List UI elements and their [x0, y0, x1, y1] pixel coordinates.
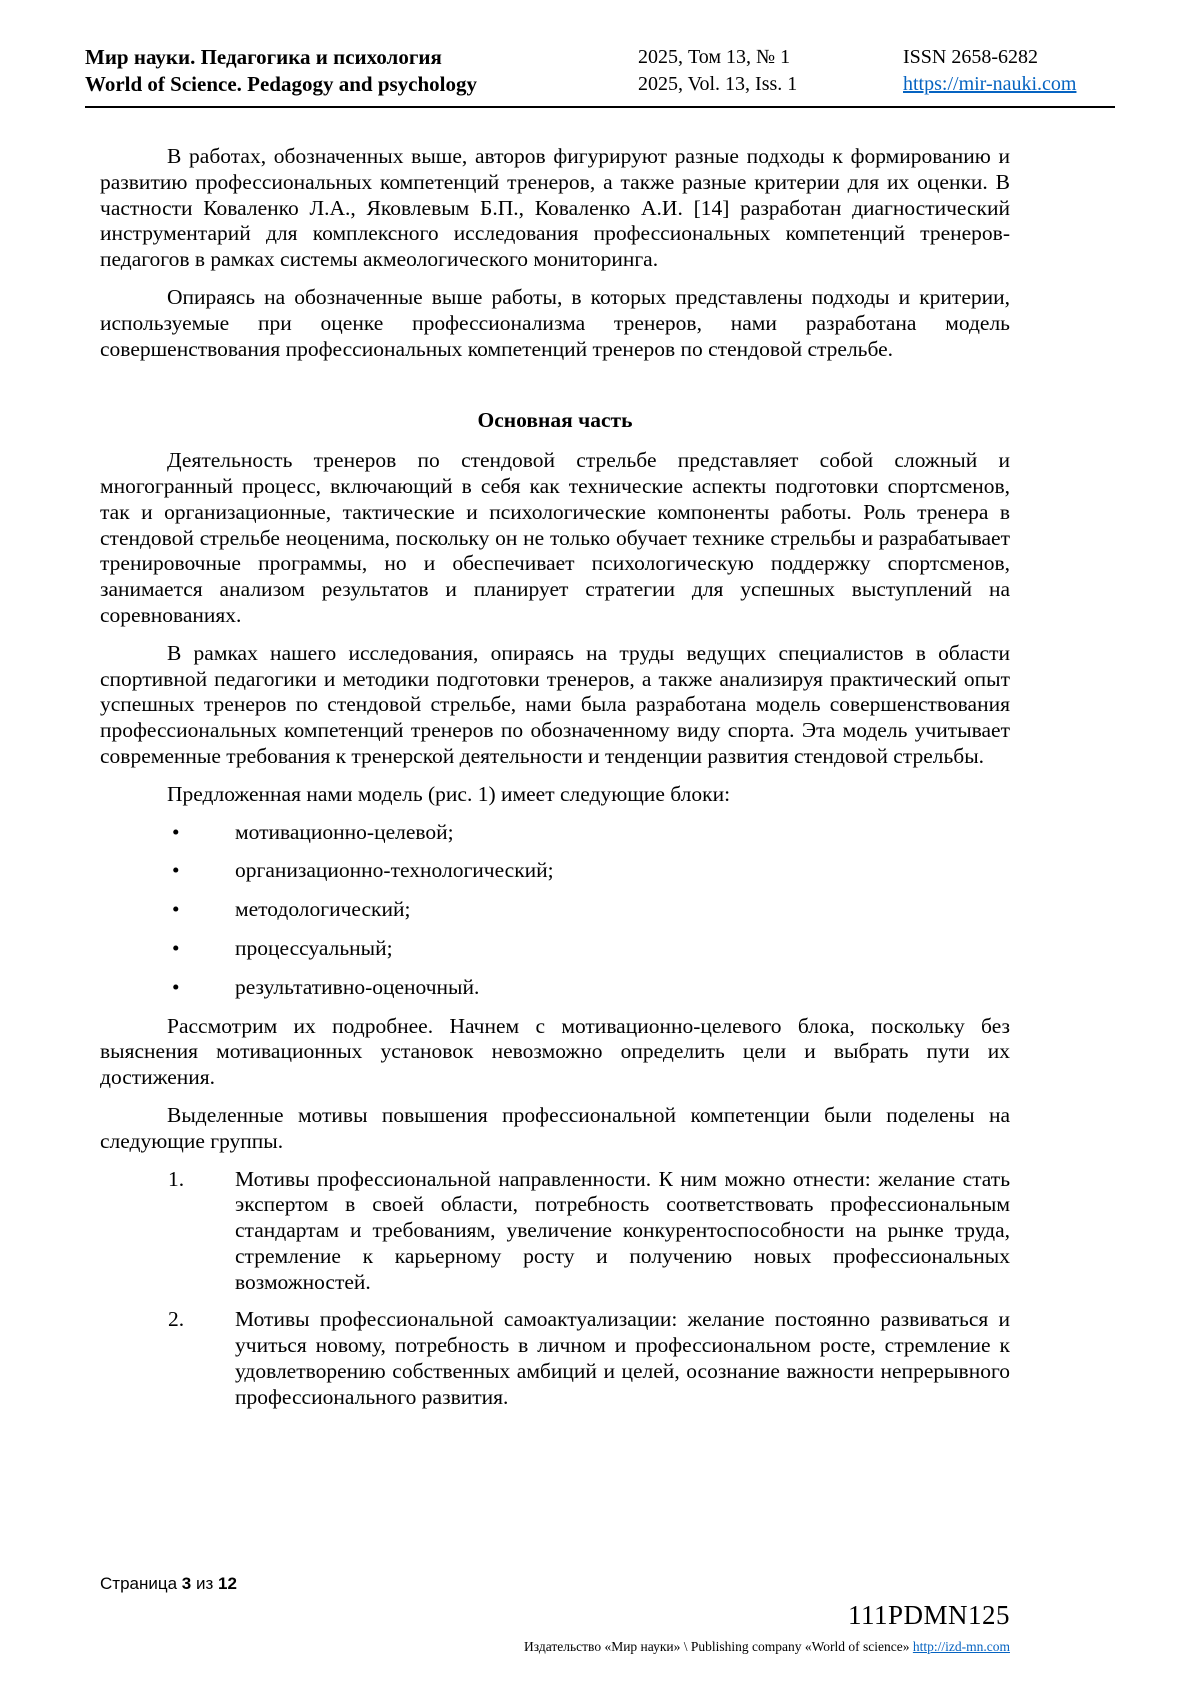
bullet-item-text: организационно-технологический; — [235, 858, 554, 883]
bullet-item-text: мотивационно-целевой; — [235, 819, 454, 844]
list-item — [100, 1307, 1010, 1410]
list-item — [100, 820, 1010, 846]
paragraph-model-basis: Опираясь на обозначенные выше работы, в которых представлены подходы и критерии, используемые при оценке профессионализма тренеров, нами разработана модель совершенствования профессиональных компетенций тренеров по стендовой стрельбе. — [100, 284, 1010, 361]
numbered-item-text: Мотивы профессиональной направленности. К ним можно отнести: желание стать экспертом в своей области, потребность соответствовать профессиональным стандартам и требованиям, увеличение конкурентоспособности на рынке труда, стремление к карьерному росту и получению новых профессиональных возможностей. — [235, 1166, 1010, 1294]
journal-title-en: World of Science. Pedagogy and psychology — [85, 72, 478, 96]
model-blocks-list — [100, 820, 1010, 1001]
journal-title-block — [85, 44, 638, 98]
list-number: 2. — [168, 1307, 185, 1332]
paragraph-approaches: В работах, обозначенных выше, авторов фигурируют разные подходы к формированию и развитию профессиональных компетенций тренеров, а также разные критерии для их оценки. В частности Коваленко Л.А., Яковлевым Б.П., Коваленко А.И. [14] разработан диагностический инструментарий для комплексного исследования профессиональных компетенций тренеров-педагогов в рамках системы акмеологического мониторинга. — [100, 144, 1010, 272]
list-item — [100, 1167, 1010, 1296]
page-of-word: из — [191, 1574, 218, 1593]
list-item — [100, 858, 1010, 884]
section-heading-main-part: Основная часть — [477, 408, 633, 433]
paragraph-research-frame: В рамках нашего исследования, опираясь на труды ведущих специалистов в области спортивной педагогики и методики подготовки тренеров, а также анализируя практический опыт успешных тренеров по стендовой стрельбе, нами была разработана модель совершенствования профессиональных компетенций тренеров по обозначенному виду спорта. Эта модель учитывает современные требования к тренерской деятельности и тенденции развития стендовой стрельбы. — [100, 640, 1010, 768]
bullet-icon: • — [172, 974, 180, 999]
paragraph-consider-details: Рассмотрим их подробнее. Начнем с мотивационно-целевого блока, поскольку без выяснения мотивационных установок невозможно определить цели и выбрать пути их достижения. — [100, 1013, 1010, 1090]
bullet-icon: • — [172, 819, 180, 844]
page-total: 12 — [218, 1574, 237, 1593]
list-item — [100, 897, 1010, 923]
publisher-site-link[interactable]: http://izd-mn.com — [912, 1639, 1010, 1654]
bullet-icon: • — [172, 935, 180, 960]
issue-info-ru: 2025, Том 13, № 1 — [638, 46, 791, 68]
bullet-icon: • — [172, 858, 180, 883]
numbered-item-text: Мотивы профессиональной самоактуализации: желание постоянно развиваться и учиться новому, потребность в личном и профессиональном росте, стремление к удовлетворению собственных амбиций и целей, осознание важности непрерывного профессионального развития. — [235, 1307, 1010, 1409]
paragraph-model-blocks-intro: Предложенная нами модель (рис. 1) имеет следующие блоки: — [167, 781, 731, 806]
journal-site-link[interactable]: https://mir-nauki.com — [903, 73, 1077, 95]
page-indicator — [100, 1574, 237, 1594]
paragraph-coach-activity: Деятельность тренеров по стендовой стрельбе представляет собой сложный и многогранный процесс, включающий в себя как технические аспекты подготовки спортсменов, так и организационные, тактические и психологические компоненты работы. Роль тренера в стендовой стрельбе неоценима, поскольку он не только обучает технике стрельбы и разрабатывает тренировочные программы, но и обеспечивает психологическую поддержку спортсменов, занимается анализом результатов и планирует стратегии для успешных выступлений на соревнованиях. — [100, 448, 1010, 627]
list-number: 1. — [168, 1166, 185, 1191]
bullet-item-text: методологический; — [235, 897, 411, 922]
list-item — [100, 975, 1010, 1001]
journal-title-ru: Мир науки. Педагогика и психология — [85, 45, 442, 69]
issue-info-block — [638, 44, 903, 98]
publisher-text: Издательство «Мир науки» \ Publishing company «World of science» — [524, 1639, 913, 1654]
bullet-item-text: результативно-оценочный. — [235, 974, 480, 999]
issn-block — [903, 44, 1115, 98]
header-rule — [85, 106, 1115, 108]
page-current: 3 — [181, 1574, 192, 1593]
issue-info-en: 2025, Vol. 13, Iss. 1 — [638, 73, 798, 95]
list-item — [100, 936, 1010, 962]
article-body — [100, 144, 1010, 1411]
publisher-line — [524, 1639, 1010, 1655]
document-id: 111PDMN125 — [847, 1600, 1010, 1630]
motives-numbered-list — [100, 1167, 1010, 1411]
bullet-icon: • — [172, 897, 180, 922]
bullet-item-text: процессуальный; — [235, 935, 393, 960]
paragraph-motives-groups: Выделенные мотивы повышения профессиональной компетенции были поделены на следующие группы. — [100, 1102, 1010, 1153]
journal-header — [85, 44, 1115, 98]
issn-label: ISSN 2658-6282 — [903, 46, 1039, 68]
page-word: Страница — [100, 1574, 182, 1593]
